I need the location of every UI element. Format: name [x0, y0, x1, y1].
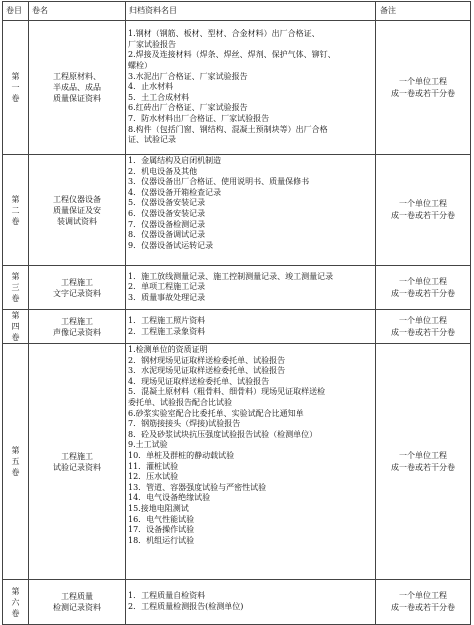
note-line: 成一卷或若干分卷: [391, 603, 455, 612]
header-volume: 卷目: [3, 2, 29, 21]
item-line: 3.水泥出厂合格证、厂家试验报告: [128, 71, 248, 81]
volume-char: 第: [11, 446, 20, 455]
table-row: [3, 266, 471, 310]
table-header-row: [3, 2, 471, 21]
volume-name-line: 工程仪器设备: [53, 194, 101, 204]
item-line: 16．电气性能试验: [128, 514, 195, 524]
note-line: 一个单位工程: [399, 591, 447, 600]
item-line: 4．仪器设备开箱检查记录: [128, 187, 222, 197]
volume-char: 六: [11, 597, 20, 607]
volume-cell: [3, 21, 29, 155]
item-line: 8．仪器设备调试记录: [128, 230, 206, 240]
item-line: 1．施工放线测量记录、施工控制测量记录、竣工测量记录: [128, 271, 334, 281]
note-line: 成一卷或若干分卷: [391, 288, 455, 298]
volume-name-cell: [29, 21, 126, 155]
item-line: 10．单桩及群桩的静动载试验: [128, 450, 235, 460]
item-line: 12．压水试验: [128, 472, 179, 482]
note-line: 成一卷或若干分卷: [391, 462, 455, 472]
items-cell: [126, 310, 376, 344]
volume-name-line: 装调试资料: [57, 216, 97, 226]
items-cell: [126, 21, 376, 155]
item-line: 5．混凝土原材料（粗骨料、细骨料）现场见证取样送检: [128, 387, 326, 397]
item-line: 委托单、试验报告配合比试验: [128, 397, 232, 407]
volume-char: 卷: [11, 468, 20, 477]
item-line: 7．仪器设备检测记录: [128, 219, 206, 229]
archive-table: [2, 1, 471, 625]
item-line: 4．现场见证取样送检委托单、试验报告: [128, 376, 270, 386]
item-line: 7．钢筋接接头（焊接)试验报告: [128, 419, 241, 429]
item-line: 证、试验记录: [128, 135, 176, 145]
volume-name-cell: [29, 310, 126, 344]
volume-char: 卷: [11, 294, 20, 303]
header-items: 归档资料名目: [126, 2, 376, 21]
note-cell: [376, 266, 471, 310]
item-line: 14．电气设备绝缘试验: [128, 493, 211, 503]
table-row: [3, 344, 471, 580]
item-line: 8.构件（包括门窗、钢结构、混凝土预制块等）出厂合格: [128, 124, 328, 134]
table-row: [3, 155, 471, 266]
items-cell: [126, 266, 376, 310]
volume-name-cell: [29, 155, 126, 266]
item-line: 8．砼及砂浆试块抗压强度试验报告试验（检测单位）: [128, 429, 318, 439]
item-line: 5．仪器设备安装记录: [128, 198, 206, 208]
item-line: 6.砂浆实验室配合比委托单、实验试配合比通知单: [128, 408, 304, 418]
table-row: [3, 21, 471, 155]
item-line: 5．土工合成材料: [128, 92, 190, 102]
item-line: 2．工程施工录象资料: [128, 326, 206, 336]
volume-cell: [3, 266, 29, 310]
item-line: 6．仪器设备安装记录: [128, 208, 206, 218]
volume-name-line: 工程施工: [61, 277, 93, 287]
note-line: 一个单位工程: [399, 199, 447, 208]
item-line: 18．机组运行试验: [128, 535, 195, 545]
volume-char: 第: [11, 311, 20, 320]
item-line: 1．工程质量自检资料: [128, 591, 206, 601]
item-line: 9.土工试验: [128, 440, 168, 450]
item-line: 1.钢材（钢筋、板材、型材、合金材料）出厂合格证、: [128, 29, 320, 39]
volume-name-cell: [29, 266, 126, 310]
volume-name-cell: [29, 344, 126, 580]
item-line: 4．止水材料: [128, 82, 174, 92]
item-line: 17．设备操作试验: [128, 525, 195, 535]
note-line: 一个单位工程: [399, 276, 447, 286]
items-cell: [126, 580, 376, 625]
volume-char: 卷: [11, 94, 20, 103]
item-line: 11．灌桩试验: [128, 461, 179, 471]
volume-name-line: 试验记录资料: [53, 462, 101, 472]
volume-cell: [3, 155, 29, 266]
note-line: 一个单位工程: [399, 450, 447, 460]
volume-char: 第: [11, 586, 20, 596]
volume-cell: [3, 344, 29, 580]
volume-char: 第: [11, 272, 20, 281]
table-row: [3, 580, 471, 625]
volume-char: 四: [11, 322, 20, 331]
volume-name-line: 质量保证资料: [53, 94, 101, 103]
item-line: 1．金属结构及启闭机制造: [128, 156, 222, 165]
item-line: 15.接地电阻测试: [128, 503, 189, 513]
note-line: 成一卷或若干分卷: [391, 327, 455, 337]
volume-cell: [3, 580, 29, 625]
item-line: 1．工程施工照片资料: [128, 315, 206, 325]
item-line: 螺栓）: [128, 61, 152, 71]
volume-name-line: 工程施工: [61, 316, 93, 326]
volume-char: 卷: [11, 333, 20, 342]
item-line: 2．机电设备及其他: [128, 166, 198, 176]
header-name: 卷名: [29, 2, 126, 21]
item-line: 2.焊接及连接材料（焊条、焊丝、焊剂、保护气体、铆钉、: [128, 50, 336, 60]
item-line: 3．水泥现场见证取样送检委托单、试验报告: [128, 366, 286, 376]
note-cell: [376, 580, 471, 625]
volume-name-cell: [29, 580, 126, 625]
volume-char: 一: [11, 83, 20, 92]
volume-name-line: 工程原材料、: [53, 72, 101, 81]
item-line: 3．仪器设备出厂合格证、使用说明书、质量保修书: [128, 177, 310, 187]
volume-char: 卷: [11, 608, 20, 618]
note-line: 成一卷或若干分卷: [391, 88, 455, 98]
item-line: 7．防水材料出厂合格证、厂家试验报告: [128, 113, 270, 123]
volume-name-line: 工程施工: [61, 451, 93, 461]
volume-name-line: 工程质量: [61, 592, 93, 601]
item-line: 3．质量事故处理记录: [128, 292, 206, 302]
volume-char: 二: [11, 205, 20, 215]
item-line: 厂家试验报告: [128, 39, 176, 49]
items-cell: [126, 155, 376, 266]
volume-name-line: 文字记录资料: [53, 288, 101, 298]
item-line: 2．单项工程施工记录: [128, 282, 206, 292]
volume-char: 五: [11, 457, 20, 466]
table-row: [3, 310, 471, 344]
header-note: 备注: [376, 2, 471, 21]
volume-name-line: 质量保证及安: [53, 205, 101, 215]
note-cell: [376, 310, 471, 344]
volume-char: 三: [11, 283, 20, 292]
volume-name-line: 半成品、成品: [53, 83, 101, 92]
note-cell: [376, 344, 471, 580]
item-line: 2．钢材现场见证取样送检委托单、试验报告: [128, 355, 286, 365]
volume-char: 第: [11, 194, 20, 204]
volume-name-line: 声像记录资料: [53, 327, 101, 337]
volume-char: 第: [11, 72, 20, 81]
item-line: 6.红砖出厂合格证、厂家试验报告: [128, 103, 248, 113]
item-line: 2．工程质量检测报告(检测单位): [128, 602, 244, 611]
note-line: 一个单位工程: [399, 76, 447, 86]
item-line: 9．仪器设备试运转记录: [128, 240, 214, 250]
volume-name-line: 检测记录资料: [53, 603, 101, 612]
volume-char: 卷: [11, 216, 20, 226]
note-line: 一个单位工程: [399, 315, 447, 325]
note-cell: [376, 155, 471, 266]
item-line: 1.检测单位的资质证明: [128, 345, 208, 354]
items-cell: [126, 344, 376, 580]
volume-cell: [3, 310, 29, 344]
item-line: 13．管道、容器强度试验与严密性试验: [128, 482, 267, 492]
note-line: 成一卷或若干分卷: [391, 211, 455, 220]
note-cell: [376, 21, 471, 155]
